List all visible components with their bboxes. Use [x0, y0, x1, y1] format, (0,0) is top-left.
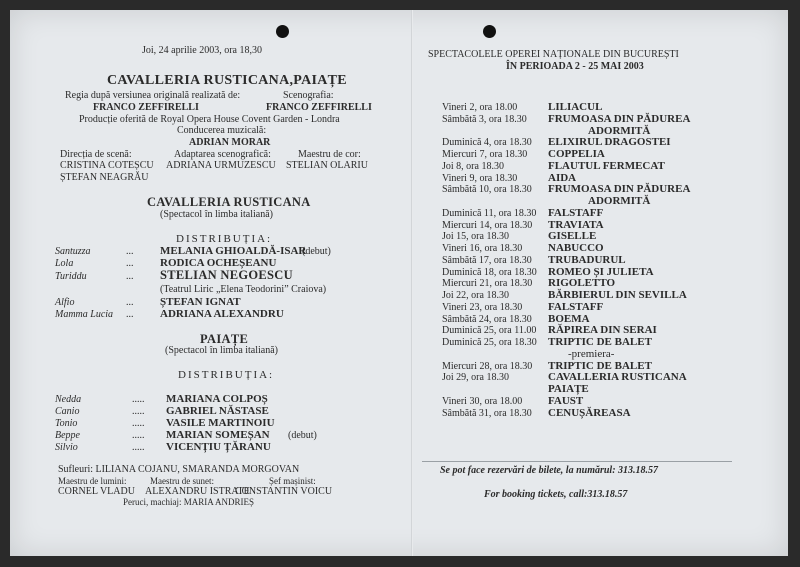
schedule-title: RIGOLETTO [548, 277, 616, 290]
schedule-date: Joi 22, ora 18.30 [442, 290, 509, 301]
regia-label: Regia după versiunea originală realizată de: [65, 90, 241, 101]
scenografia-name: FRANCO ZEFFIRELLI [266, 102, 372, 113]
distributia1-heading: DISTRIBUȚIA: [176, 233, 273, 245]
schedule-title: ELIXIRUL DRAGOSTEI [548, 136, 671, 149]
lumini-label: Maestru de lumini: [58, 476, 127, 486]
cast-dots: ... [126, 246, 134, 257]
punch-hole-right [483, 25, 496, 38]
schedule-title: TRIPTIC DE BALET [548, 359, 652, 372]
cast-role: Turiddu [55, 271, 87, 282]
regia-name: FRANCO ZEFFIRELLI [93, 102, 199, 113]
schedule-date: Duminică 4, ora 18.30 [442, 137, 532, 149]
schedule-date: Joi 15, ora 18.30 [442, 231, 509, 243]
turiddu-theatre: (Teatrul Liric „Elena Teodorini” Craiova) [160, 284, 327, 295]
schedule-date: Sâmbătă 3, ora 18.30 [442, 113, 527, 125]
peruci-line: Peruci, machiaj: MARIA ANDRIEȘ [123, 497, 254, 507]
punch-hole-left [276, 25, 289, 38]
schedule-heading: SPECTACOLELE OPEREI NAȚIONALE DIN BUCUREȘTI [428, 49, 679, 60]
schedule-date: Vineri 9, ora 18.30 [442, 172, 518, 184]
schedule-title: AIDA [548, 171, 577, 184]
cast-name: MELANIA GHIOALDĂ-ISAR [160, 245, 307, 257]
schedule-title: PAIAȚE [548, 383, 589, 395]
booking-ro: Se pot face rezervări de bilete, la numărul: 313.18.57 [440, 465, 659, 476]
schedule-title: BOEMA [548, 312, 590, 325]
schedule-date: Miercuri 7, ora 18.30 [442, 149, 528, 160]
cast-dots: ..... [132, 442, 145, 453]
productie-line: Producție oferită de Royal Opera House Covent Garden - Londra [79, 114, 340, 125]
opera2-language: (Spectacol în limba italiană) [165, 345, 279, 356]
schedule-title: TRUBADURUL [548, 253, 626, 266]
adaptarea-label: Adaptarea scenografică: [174, 149, 271, 160]
schedule-title: FALSTAFF [548, 300, 604, 313]
program-sheet [10, 10, 788, 556]
opera1-title: CAVALLERIA RUSTICANA [147, 195, 311, 209]
schedule-title: FAUST [548, 394, 584, 407]
cast-dots: ... [126, 271, 134, 282]
schedule-date: Vineri 2, ora 18.00 [442, 102, 518, 113]
cast-dots: ... [126, 297, 134, 308]
sunet-label: Maestru de sunet: [150, 476, 214, 486]
schedule-title: ROMEO ȘI JULIETA [548, 265, 654, 278]
schedule-date: Sâmbătă 24, ora 18.30 [442, 313, 532, 325]
schedule-title: COPPELIA [548, 148, 605, 160]
schedule-title: CENUȘĂREASA [548, 406, 631, 419]
schedule-date: Vineri 30, ora 18.00 [442, 395, 523, 407]
cast-role: Mamma Lucia [55, 309, 114, 320]
cast-role: Santuzza [55, 246, 91, 257]
lumini-name: CORNEL VLADU [58, 486, 135, 497]
sufleuri-line: Sufleuri: LILIANA COJANU, SMARANDA MORGOVAN [58, 464, 300, 475]
conducerea-label: Conducerea muzicală: [177, 125, 267, 136]
directia-name-1: CRISTINA COTEȘCU [60, 160, 154, 171]
schedule-date: Joi 8, ora 18.30 [442, 160, 504, 172]
maestru-cor-label: Maestru de cor: [298, 149, 361, 160]
schedule-date: Vineri 23, ora 18.30 [442, 301, 523, 313]
schedule-title: FALSTAFF [548, 206, 604, 219]
cast-dots: ..... [132, 406, 145, 417]
booking-en: For booking tickets, call:313.18.57 [484, 489, 628, 500]
cast-name: VASILE MARTINOIU [166, 417, 275, 429]
cast-role: Tonio [55, 418, 78, 429]
cast-role: Silvio [55, 442, 78, 453]
cast-note: (debut) [302, 246, 331, 257]
cast-role: Lola [55, 258, 74, 269]
center-fold [411, 10, 413, 556]
schedule-date: Duminică 11, ora 18.30 [442, 207, 537, 219]
schedule-date: Duminică 25, ora 11.00 [442, 325, 537, 337]
schedule-date: Joi 29, ora 18.30 [442, 372, 509, 384]
cast-name: GABRIEL NĂSTASE [166, 405, 269, 417]
schedule-title: ADORMITĂ [588, 124, 651, 137]
cast-dots: ... [126, 258, 134, 269]
schedule-period: ÎN PERIOADA 2 - 25 MAI 2003 [506, 61, 644, 72]
schedule-title: TRIPTIC DE BALET [548, 336, 652, 348]
cast-role: Canio [55, 406, 80, 417]
cast-name: RODICA OCHEȘEANU [160, 257, 277, 269]
schedule-date: Miercuri 14, ora 18.30 [442, 219, 533, 231]
distributia2-heading: DISTRIBUȚIA: [178, 369, 275, 381]
opera2-title: PAIAȚE [200, 332, 249, 346]
performance-date: Joi, 24 aprilie 2003, ora 18,30 [142, 45, 262, 56]
schedule-date: Sâmbătă 31, ora 18.30 [442, 407, 532, 419]
performance-title: CAVALLERIA RUSTICANA,PAIAȚE [107, 73, 347, 88]
cast-name: ȘTEFAN IGNAT [160, 296, 241, 308]
adaptarea-name: ADRIANA URMUZESCU [166, 160, 276, 171]
cast-name: VICENȚIU ȚĂRANU [166, 441, 271, 453]
cast-role: Nedda [55, 394, 82, 405]
schedule-date: Vineri 16, ora 18.30 [442, 243, 523, 254]
schedule-date: Miercuri 28, ora 18.30 [442, 360, 533, 372]
schedule-date: Duminică 25, ora 18.30 [442, 337, 537, 348]
cast-name: STELIAN NEGOESCU [160, 268, 293, 282]
cast-name: MARIAN SOMEȘAN [166, 429, 270, 441]
maestru-cor-name: STELIAN OLARIU [286, 160, 368, 171]
scenografia-label: Scenografia: [283, 90, 334, 101]
cast-name: MARIANA COLPOȘ [166, 393, 268, 405]
cast-role: Beppe [55, 430, 80, 441]
cast-dots: ..... [132, 430, 145, 441]
cast-dots: ..... [132, 394, 145, 405]
conducerea-name: ADRIAN MORAR [189, 137, 271, 148]
cast-dots: ... [126, 309, 134, 320]
masinist-name: CONSTANTIN VOICU [235, 486, 333, 497]
schedule-title: ADORMITĂ [588, 195, 651, 207]
cast-note: (debut) [288, 430, 317, 441]
schedule-title: CAVALLERIA RUSTICANA [548, 371, 687, 384]
schedule-title: -premiera- [568, 347, 615, 360]
cast-name: ADRIANA ALEXANDRU [160, 308, 284, 320]
schedule-title: FRUMOASA DIN PĂDUREA [548, 183, 691, 196]
schedule-title: FRUMOASA DIN PĂDUREA [548, 112, 691, 125]
directia-label: Direcția de scenă: [60, 149, 132, 160]
schedule-title: LILIACUL [548, 101, 603, 113]
opera1-language: (Spectacol în limba italiană) [160, 209, 274, 220]
schedule-title: FLAUTUL FERMECAT [548, 159, 665, 172]
schedule-date: Miercuri 21, ora 18.30 [442, 278, 533, 290]
schedule-date: Sâmbătă 17, ora 18.30 [442, 254, 532, 266]
masinist-label: Șef mașinist: [269, 476, 316, 486]
schedule-title: NABUCCO [548, 242, 604, 254]
schedule-title: RĂPIREA DIN SERAI [548, 324, 657, 337]
divider-line [422, 461, 732, 462]
schedule-date: Sâmbătă 10, ora 18.30 [442, 184, 532, 196]
schedule-title: TRAVIATA [548, 218, 604, 231]
schedule-date: Duminică 18, ora 18.30 [442, 266, 537, 278]
cast-role: Alfio [55, 297, 75, 308]
schedule-title: GISELLE [548, 230, 597, 243]
sunet-name: ALEXANDRU ISTRATE [145, 486, 250, 497]
schedule-title: BĂRBIERUL DIN SEVILLA [548, 289, 687, 301]
directia-name-2: ȘTEFAN NEAGRĂU [60, 172, 149, 183]
cast-dots: ..... [132, 418, 145, 429]
